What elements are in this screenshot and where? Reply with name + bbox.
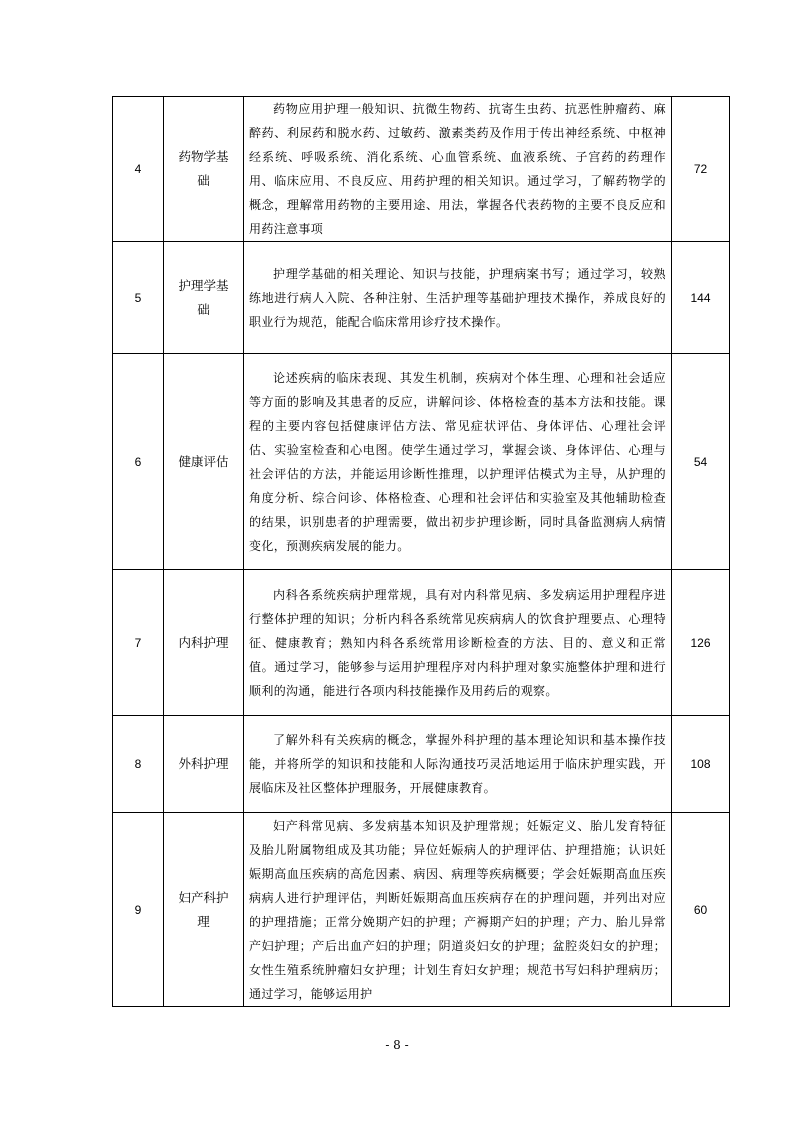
table-row <box>113 716 730 813</box>
course-name: 药物学基础 <box>164 97 244 242</box>
row-number: 5 <box>113 242 164 354</box>
course-hours: 126 <box>672 570 730 716</box>
curriculum-table <box>112 96 730 1007</box>
course-hours: 144 <box>672 242 730 354</box>
row-number: 6 <box>113 354 164 570</box>
course-description: 论述疾病的临床表现、其发生机制，疾病对个体生理、心理和社会适应等方面的影响及其患者的反应，讲解问诊、体格检查的基本方法和技能。课程的主要内容包括健康评估方法、常见症状评估、身体评估、心理社会评估、实验室检查和心电图。使学生通过学习，掌握会谈、身体评估、心理与社会评估的方法，并能运用诊断性推理，以护理评估模式为主导，从护理的角度分析、综合问诊、体格检查、心理和社会评估和实验室及其他辅助检查的结果，识别患者的护理需要，做出初步护理诊断，同时具备监测病人病情变化，预测疾病发展的能力。 <box>244 354 672 570</box>
course-hours: 60 <box>672 813 730 1007</box>
course-hours: 108 <box>672 716 730 813</box>
row-number: 9 <box>113 813 164 1007</box>
course-description: 内科各系统疾病护理常规，具有对内科常见病、多发病运用护理程序进行整体护理的知识；分析内科各系统常见疾病病人的饮食护理要点、心理特征、健康教育；熟知内科各系统常用诊断检查的方法、目的、意义和正常值。通过学习，能够参与运用护理程序对内科护理对象实施整体护理和进行顺利的沟通，能进行各项内科技能操作及用药后的观察。 <box>244 570 672 716</box>
row-number: 8 <box>113 716 164 813</box>
course-name: 内科护理 <box>164 570 244 716</box>
course-name: 妇产科护理 <box>164 813 244 1007</box>
row-number: 7 <box>113 570 164 716</box>
course-description: 药物应用护理一般知识、抗微生物药、抗寄生虫药、抗恶性肿瘤药、麻醉药、利尿药和脱水药、过敏药、激素类药及作用于传出神经系统、中枢神经系统、呼吸系统、消化系统、心血管系统、血液系统、子宫药的药理作用、临床应用、不良反应、用药护理的相关知识。通过学习，了解药物学的概念，理解常用药物的主要用途、用法，掌握各代表药物的主要不良反应和用药注意事项 <box>244 97 672 242</box>
course-hours: 72 <box>672 97 730 242</box>
course-description: 了解外科有关疾病的概念，掌握外科护理的基本理论知识和基本操作技能，并将所学的知识和技能和人际沟通技巧灵活地运用于临床护理实践，开展临床及社区整体护理服务，开展健康教育。 <box>244 716 672 813</box>
table-row <box>113 354 730 570</box>
table-row <box>113 242 730 354</box>
course-hours: 54 <box>672 354 730 570</box>
row-number: 4 <box>113 97 164 242</box>
course-name: 护理学基础 <box>164 242 244 354</box>
table-row <box>113 570 730 716</box>
page-number: - 8 - <box>385 1038 409 1052</box>
course-name: 健康评估 <box>164 354 244 570</box>
table-row <box>113 97 730 242</box>
table-row <box>113 813 730 1007</box>
course-description: 护理学基础的相关理论、知识与技能，护理病案书写；通过学习，较熟练地进行病人入院、各种注射、生活护理等基础护理技术操作，养成良好的职业行为规范，能配合临床常用诊疗技术操作。 <box>244 242 672 354</box>
course-description: 妇产科常见病、多发病基本知识及护理常规；妊娠定义、胎儿发育特征及胎儿附属物组成及其功能；异位妊娠病人的护理评估、护理措施；认识妊娠期高血压疾病的高危因素、病因、病理等疾病概要；学会妊娠期高血压疾病病人进行护理评估，判断妊娠期高血压疾病存在的护理问题，并列出对应的护理措施；正常分娩期产妇的护理；产褥期产妇的护理；产力、胎儿异常产妇护理；产后出血产妇的护理；阴道炎妇女的护理；盆腔炎妇女的护理；女性生殖系统肿瘤妇女护理；计划生育妇女护理；规范书写妇科护理病历；通过学习，能够运用护 <box>244 813 672 1007</box>
course-name: 外科护理 <box>164 716 244 813</box>
